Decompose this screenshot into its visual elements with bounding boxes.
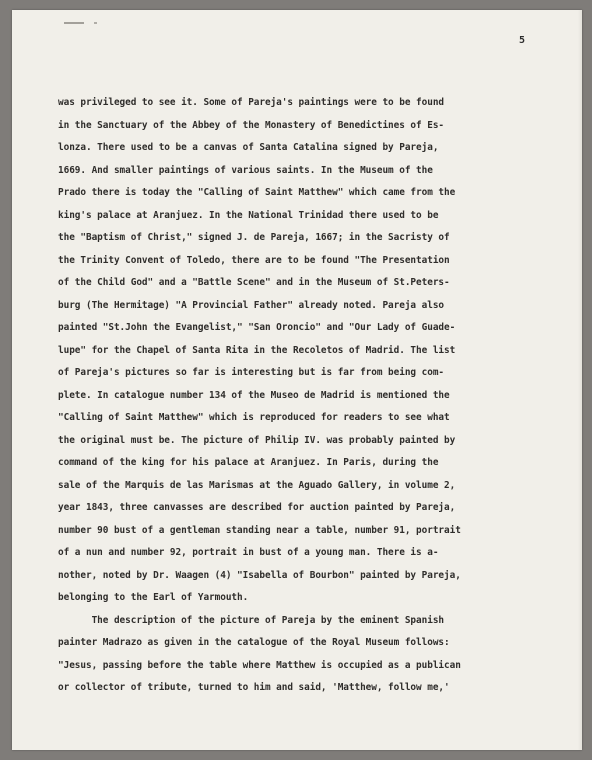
text-line: number 90 bust of a gentleman standing near a table, number 91, portrait: [58, 524, 461, 536]
text-line: command of the king for his palace at Aranjuez. In Paris, during the: [58, 457, 439, 468]
text-line: or collector of tribute, turned to him and said, 'Matthew, follow me,': [58, 682, 450, 693]
text-line: "Calling of Saint Matthew" which is reproduced for readers to see what: [58, 412, 450, 423]
paper-edge-shadow: [578, 10, 582, 750]
text-line: Prado there is today the "Calling of Saint Matthew" which came from the: [58, 187, 456, 198]
page-number: 5: [519, 35, 526, 46]
typewritten-page: [12, 10, 582, 750]
text-line: the original must be. The picture of Philip IV. was probably painted by: [58, 434, 456, 446]
text-line: king's palace at Aranjuez. In the National Trinidad there used to be: [58, 209, 439, 221]
text-line: belonging to the Earl of Yarmouth.: [58, 592, 249, 603]
text-line: nother, noted by Dr. Waagen (4) "Isabella of Bourbon" painted by Pareja,: [58, 569, 461, 581]
text-line: of Pareja's pictures so far is interesting but is far from being com-: [58, 367, 445, 378]
text-line: of a nun and number 92, portrait in bust of a young man. There is a-: [58, 547, 439, 558]
text-line: the Trinity Convent of Toledo, there are to be found "The Presentation: [58, 254, 450, 266]
text-line: of the Child God" and a "Battle Scene" and in the Museum of St.Peters-: [58, 277, 450, 288]
body-text: [58, 92, 558, 700]
text-line: was privileged to see it. Some of Pareja's paintings were to be found: [58, 97, 445, 108]
ink-smudge: [64, 22, 84, 24]
text-line: burg (The Hermitage) "A Provincial Father" already noted. Pareja also: [58, 299, 445, 311]
text-line: "Jesus, passing before the table where Matthew is occupied as a publican: [58, 659, 461, 671]
ink-smudge: [94, 22, 97, 24]
text-line: lonza. There used to be a canvas of Santa Catalina signed by Pareja,: [58, 142, 439, 153]
text-line: The description of the picture of Pareja by the eminent Spanish: [58, 614, 445, 626]
text-line: 1669. And smaller paintings of various saints. In the Museum of the: [58, 164, 433, 176]
text-line: in the Sanctuary of the Abbey of the Monastery of Benedictines of Es-: [58, 119, 445, 131]
text-line: painter Madrazo as given in the catalogue of the Royal Museum follows:: [58, 637, 450, 648]
text-line: sale of the Marquis de las Marismas at the Aguado Gallery, in volume 2,: [58, 479, 456, 491]
text-line: year 1843, three canvasses are described for auction painted by Pareja,: [58, 502, 456, 513]
text-line: plete. In catalogue number 134 of the Museo de Madrid is mentioned the: [58, 389, 450, 401]
text-line: the "Baptism of Christ," signed J. de Pareja, 1667; in the Sacristy of: [58, 232, 450, 243]
text-line: painted "St.John the Evangelist," "San Oroncio" and "Our Lady of Guade-: [58, 322, 456, 333]
text-line: lupe" for the Chapel of Santa Rita in the Recoletos of Madrid. The list: [58, 344, 456, 356]
